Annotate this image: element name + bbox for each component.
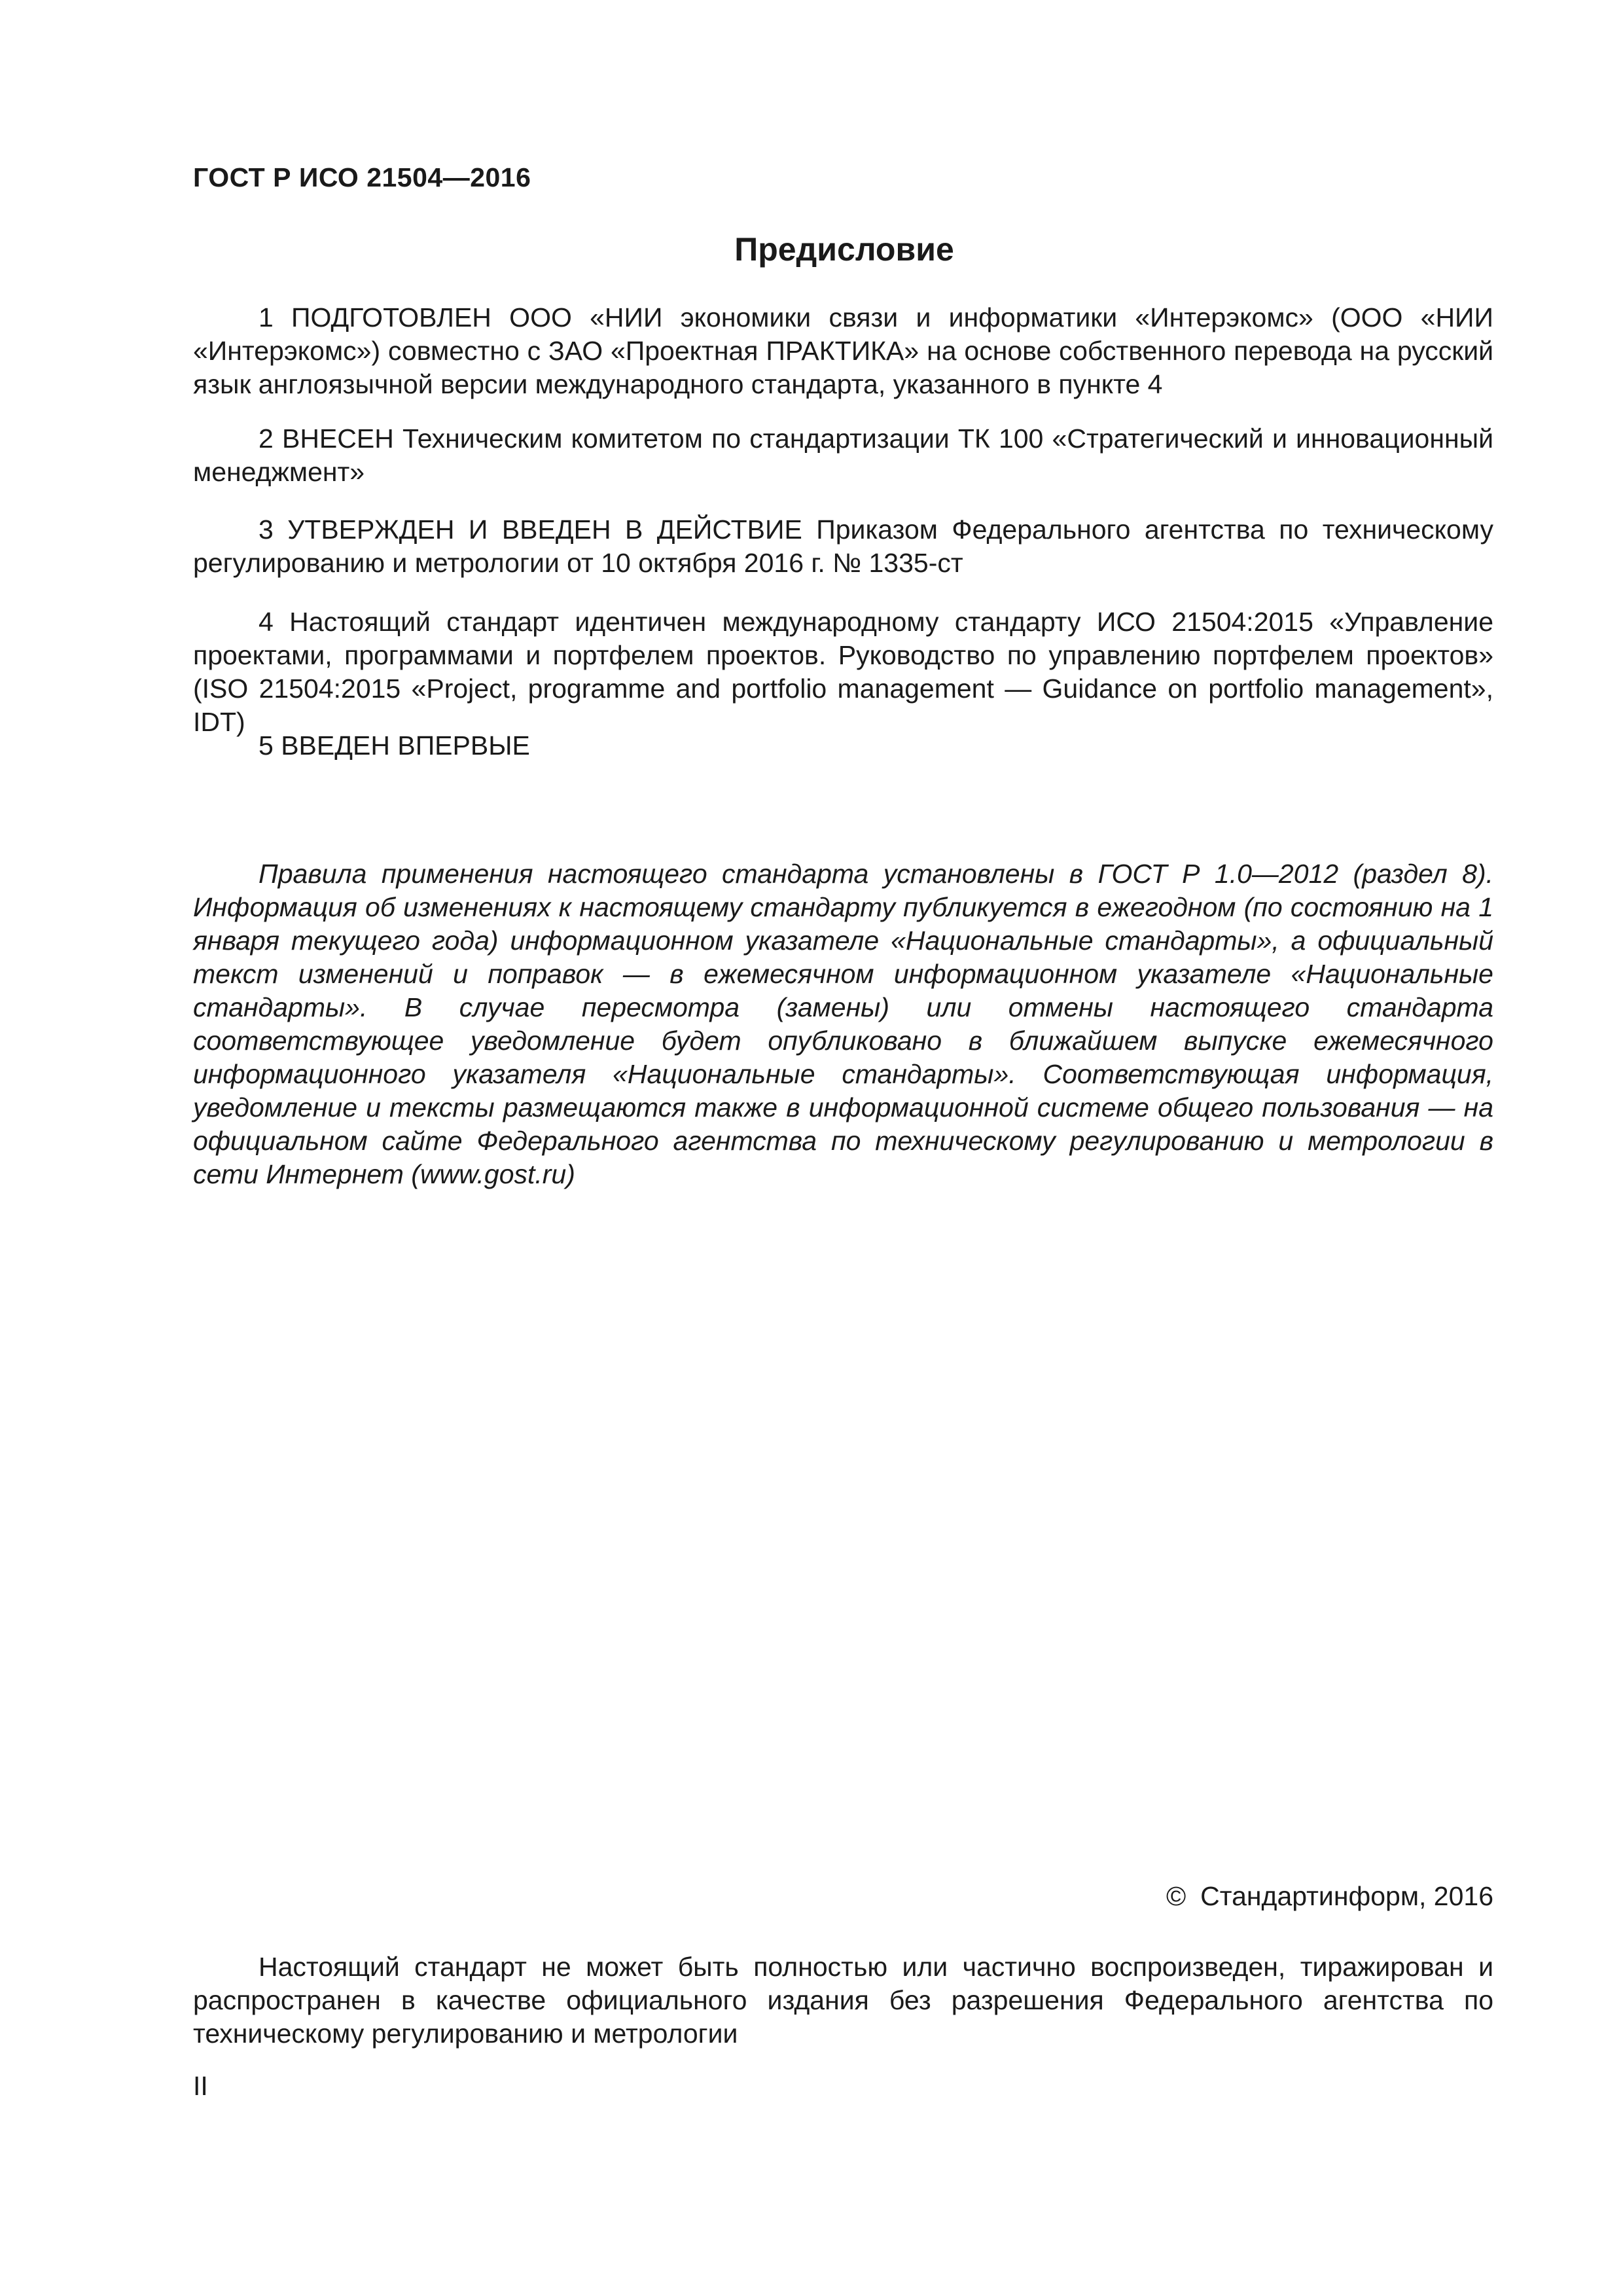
foreword-item-1: 1 ПОДГОТОВЛЕН ООО «НИИ экономики связи и информатики «Интерэкомс» (ООО «НИИ «Интерэкомс») совместно с ЗАО «Проектная ПРАКТИКА» на основе собственного перевода на русский язык англоязычной версии международного стандарта, указанного в пункте 4	[193, 302, 1493, 399]
foreword-item-4: 4 Настоящий стандарт идентичен международному стандарту ИСО 21504:2015 «Управление проектами, программами и портфелем проектов. Руководство по управлению портфелем проектов» (ISO 21504:2015 «Project, programme and portfolio management — Guidance on portfolio management», IDT)	[193, 607, 1493, 737]
copyright-text: Стандартинформ, 2016	[1200, 1881, 1493, 1911]
copyright-line	[1166, 1881, 1493, 1912]
foreword-item-3: 3 УТВЕРЖДЕН И ВВЕДЕН В ДЕЙСТВИЕ Приказом Федерального агентства по техническому регулированию и метрологии от 10 октября 2016 г. № 1335-ст	[193, 514, 1493, 578]
page-title: Предисловие	[734, 231, 954, 268]
copyright-symbol: ©	[1166, 1881, 1186, 1911]
foreword-item-5: 5 ВВЕДЕН ВПЕРВЫЕ	[259, 730, 530, 761]
document-id-header: ГОСТ Р ИСО 21504—2016	[193, 162, 531, 192]
foreword-item-2: 2 ВНЕСЕН Техническим комитетом по стандартизации ТК 100 «Стратегический и инновационный менеджмент»	[193, 423, 1493, 487]
reproduction-notice: Настоящий стандарт не может быть полностью или частично воспроизведен, тиражирован и распространен в качестве официального издания без разрешения Федерального агентства по техническому регулированию и метрологии	[193, 1952, 1493, 2049]
page-number: II	[193, 2071, 208, 2101]
application-rules-notice: Правила применения настоящего стандарта установлены в ГОСТ Р 1.0—2012 (раздел 8). Информация об изменениях к настоящему стандарту публикуется в ежегодном (по состоянию на 1 января текущего года) информационном указателе «Национальные стандарты», а официальный текст изменений и поправок — в ежемесячном информационном указателе «Национальные стандарты». В случае пересмотра (замены) или отмены настоящего стандарта соответствующее уведомление будет опубликовано в ближайшем выпуске ежемесячного информационного указателя «Национальные стандарты». Соответствующая информация, уведомление и тексты размещаются также в информационной системе общего пользования — на официальном сайте Федерального агентства по техническому регулированию и метрологии в сети Интернет (www.gost.ru)	[193, 859, 1493, 1189]
